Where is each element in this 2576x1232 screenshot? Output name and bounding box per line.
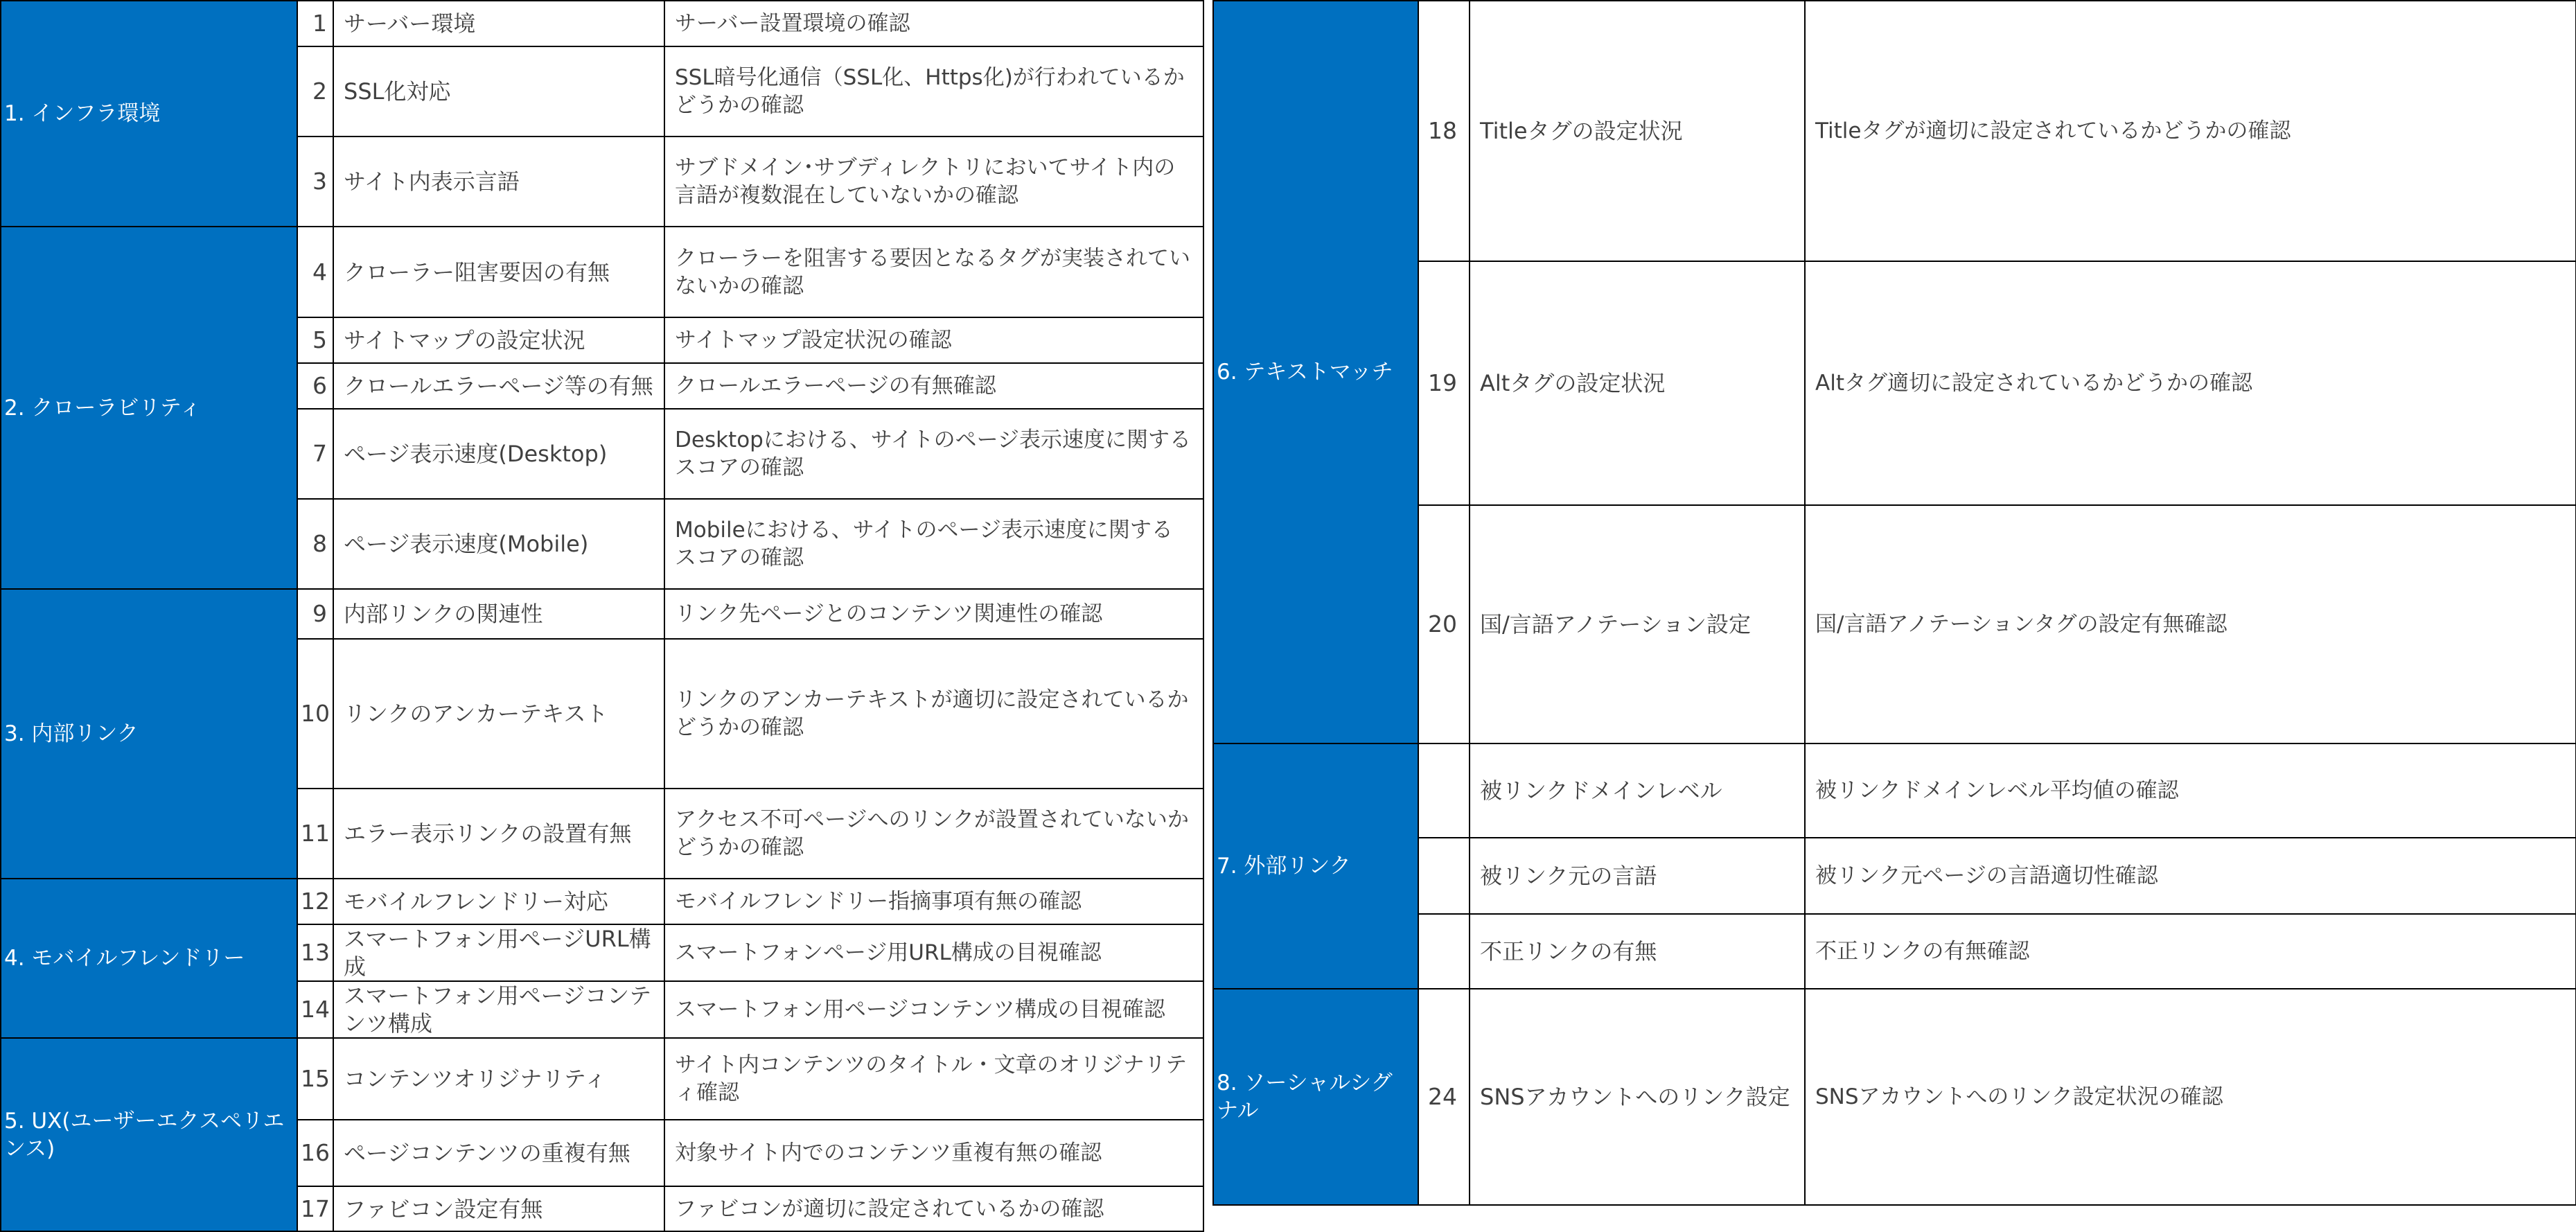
item-description: リンク先ページとのコンテンツ関連性の確認: [664, 589, 1203, 639]
table-row: [1213, 505, 2576, 743]
item-description: Desktopにおける、サイトのページ表示速度に関するスコアの確認: [664, 409, 1203, 499]
table-row: [1213, 914, 2576, 989]
item-name: リンクのアンカーテキスト: [333, 639, 664, 789]
category-cell: 2. クローラビリティ: [1, 227, 297, 589]
table-row: [1, 879, 1203, 924]
item-description: Titleタグが適切に設定されているかどうかの確認: [1805, 1, 2576, 261]
item-name: ページ表示速度(Desktop): [333, 409, 664, 499]
item-description: サブドメイン･サブディレクトリにおいてサイト内の言語が複数混在していないかの確認: [664, 137, 1203, 227]
table-row: [1213, 743, 2576, 838]
item-description: スマートフォン用ページコンテンツ構成の目視確認: [664, 981, 1203, 1038]
item-number: 10: [297, 639, 333, 789]
category-cell: 6. テキストマッチ: [1213, 1, 1418, 743]
item-name: SSL化対応: [333, 46, 664, 137]
item-number: 19: [1418, 261, 1470, 505]
item-name: ページコンテンツの重複有無: [333, 1120, 664, 1186]
item-number: 17: [297, 1186, 333, 1231]
left-checklist-table: [0, 0, 1204, 1232]
category-cell: 1. インフラ環境: [1, 1, 297, 227]
item-name: スマートフォン用ページコンテンツ構成: [333, 981, 664, 1038]
item-name: ページ表示速度(Mobile): [333, 499, 664, 589]
item-description: 不正リンクの有無確認: [1805, 914, 2576, 989]
table-row: [1, 589, 1203, 639]
item-description: 国/言語アノテーションタグの設定有無確認: [1805, 505, 2576, 743]
table-row: [1, 1038, 1203, 1120]
item-description: 対象サイト内でのコンテンツ重複有無の確認: [664, 1120, 1203, 1186]
item-description: Altタグ適切に設定されているかどうかの確認: [1805, 261, 2576, 505]
item-number: 2: [297, 46, 333, 137]
item-name: 被リンクドメインレベル: [1470, 743, 1805, 838]
item-number: 8: [297, 499, 333, 589]
item-number: 18: [1418, 1, 1470, 261]
item-name: 不正リンクの有無: [1470, 914, 1805, 989]
table-row: [1213, 261, 2576, 505]
table-row: [1, 227, 1203, 317]
table-row: [1213, 838, 2576, 914]
category-cell: 3. 内部リンク: [1, 589, 297, 879]
table-row: [1213, 1, 2576, 261]
item-name: SNSアカウントへのリンク設定: [1470, 989, 1805, 1205]
item-number: 7: [297, 409, 333, 499]
item-number: 9: [297, 589, 333, 639]
item-number: [1418, 743, 1470, 838]
item-description: クロールエラーページの有無確認: [664, 363, 1203, 409]
item-name: クロールエラーページ等の有無: [333, 363, 664, 409]
item-name: Altタグの設定状況: [1470, 261, 1805, 505]
item-number: 11: [297, 789, 333, 879]
item-name: モバイルフレンドリー対応: [333, 879, 664, 924]
item-number: 6: [297, 363, 333, 409]
item-name: 内部リンクの関連性: [333, 589, 664, 639]
category-cell: 7. 外部リンク: [1213, 743, 1418, 989]
item-description: 被リンク元ページの言語適切性確認: [1805, 838, 2576, 914]
table-row: [1, 1, 1203, 46]
item-description: サイトマップ設定状況の確認: [664, 317, 1203, 363]
item-name: エラー表示リンクの設置有無: [333, 789, 664, 879]
item-name: サイト内表示言語: [333, 137, 664, 227]
item-name: サイトマップの設定状況: [333, 317, 664, 363]
item-description: SSL暗号化通信（SSL化、Https化)が行われているかどうかの確認: [664, 46, 1203, 137]
item-description: リンクのアンカーテキストが適切に設定されているかどうかの確認: [664, 639, 1203, 789]
item-name: クローラー阻害要因の有無: [333, 227, 664, 317]
item-number: [1418, 914, 1470, 989]
item-description: クローラーを阻害する要因となるタグが実装されていないかの確認: [664, 227, 1203, 317]
item-description: SNSアカウントへのリンク設定状況の確認: [1805, 989, 2576, 1205]
category-cell: 5. UX(ユーザーエクスペリエンス): [1, 1038, 297, 1231]
item-name: Titleタグの設定状況: [1470, 1, 1805, 261]
item-description: ファビコンが適切に設定されているかの確認: [664, 1186, 1203, 1231]
table-row: [1213, 989, 2576, 1205]
item-name: コンテンツオリジナリティ: [333, 1038, 664, 1120]
item-name: 被リンク元の言語: [1470, 838, 1805, 914]
item-number: 12: [297, 879, 333, 924]
item-description: Mobileにおける、サイトのページ表示速度に関するスコアの確認: [664, 499, 1203, 589]
item-number: 16: [297, 1120, 333, 1186]
category-cell: 8. ソーシャルシグナル: [1213, 989, 1418, 1205]
item-name: サーバー環境: [333, 1, 664, 46]
item-name: 国/言語アノテーション設定: [1470, 505, 1805, 743]
item-number: 3: [297, 137, 333, 227]
item-number: 1: [297, 1, 333, 46]
item-number: 20: [1418, 505, 1470, 743]
item-number: 14: [297, 981, 333, 1038]
item-number: 5: [297, 317, 333, 363]
item-description: モバイルフレンドリー指摘事項有無の確認: [664, 879, 1203, 924]
item-number: 4: [297, 227, 333, 317]
item-name: ファビコン設定有無: [333, 1186, 664, 1231]
category-cell: 4. モバイルフレンドリー: [1, 879, 297, 1038]
item-description: サイト内コンテンツのタイトル・文章のオリジナリティ確認: [664, 1038, 1203, 1120]
item-name: スマートフォン用ページURL構成: [333, 924, 664, 981]
item-description: サーバー設置環境の確認: [664, 1, 1203, 46]
item-description: スマートフォンページ用URL構成の目視確認: [664, 924, 1203, 981]
item-number: 24: [1418, 989, 1470, 1205]
item-description: アクセス不可ページへのリンクが設置されていないかどうかの確認: [664, 789, 1203, 879]
right-checklist-table: [1212, 0, 2576, 1206]
item-number: 15: [297, 1038, 333, 1120]
item-number: [1418, 838, 1470, 914]
item-description: 被リンクドメインレベル平均値の確認: [1805, 743, 2576, 838]
item-number: 13: [297, 924, 333, 981]
